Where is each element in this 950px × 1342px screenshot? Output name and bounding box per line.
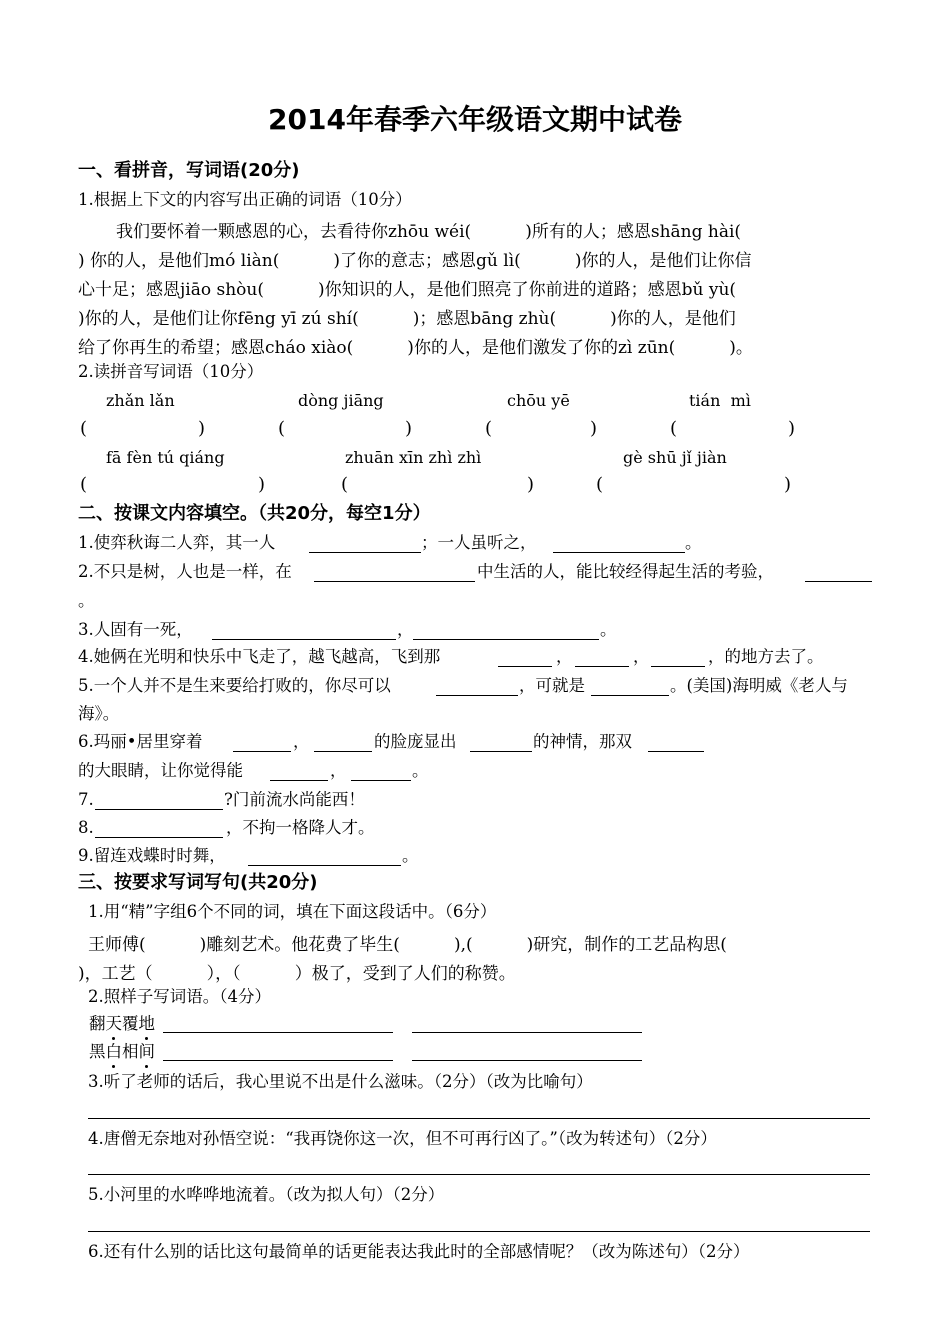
fill-line-5-a: 5.一个人并不是生来要给打败的，你尽可以 bbox=[78, 676, 391, 695]
passage-line-4: )你的人，是他们让你fēng yī zú shí( )；感恩bāng zhù( )你的人，是他们 bbox=[78, 309, 736, 329]
page-title: 2014年春季六年级语文期中试卷 bbox=[268, 103, 682, 136]
fill-line-5-b: ，可就是 bbox=[519, 676, 585, 695]
answer-paren-open: ( bbox=[80, 474, 88, 495]
passage-line-1: 我们要怀着一颗感恩的心，去看待你zhōu wéi( )所有的人；感恩shāng hài( bbox=[116, 222, 742, 242]
fill-line-4-b: ， bbox=[556, 647, 573, 666]
s3-q3: 3.听了老师的话后，我心里说不出是什么滋味。（2分）（改为比喻句） bbox=[88, 1072, 593, 1091]
q2-title: 2.读拼音写词语（10分） bbox=[78, 362, 264, 381]
fill-line-6-g: 。 bbox=[412, 761, 429, 780]
s3-q1: 1.用“精”字组6个不同的词，填在下面这段话中。（6分） bbox=[88, 902, 497, 921]
section-3-heading: 三、按要求写词写句(共20分) bbox=[78, 872, 318, 893]
fill-line-2-a: 2.不只是树，人也是一样，在 bbox=[78, 562, 292, 581]
s3-q2: 2.照样子写词语。（4分） bbox=[88, 987, 271, 1006]
example-char: 相 bbox=[122, 1042, 139, 1061]
fill-line-3-c: 。 bbox=[600, 620, 617, 639]
fill-blank[interactable] bbox=[648, 751, 704, 752]
pinyin-dong-jiang: dòng jiāng bbox=[298, 391, 384, 410]
answer-paren-close: ) bbox=[590, 418, 598, 439]
pinyin-zhuan-xin-zhi-zhi: zhuān xīn zhì zhì bbox=[345, 448, 482, 467]
fill-line-6-b: ， bbox=[293, 732, 310, 751]
fill-line-5-c: 。(美国)海明威《老人与 bbox=[670, 676, 848, 695]
fill-blank[interactable] bbox=[270, 780, 328, 781]
fill-blank[interactable] bbox=[575, 666, 629, 667]
example-char: 黑 bbox=[89, 1042, 106, 1061]
pinyin-ge-shu-ji-jian: gè shū jǐ jiàn bbox=[623, 448, 727, 467]
answer-line[interactable] bbox=[163, 1060, 393, 1061]
fill-line-5-d: 海》。 bbox=[78, 704, 120, 723]
answer-paren-open: ( bbox=[670, 418, 678, 439]
fill-blank[interactable] bbox=[470, 751, 532, 752]
fill-line-3-a: 3.人固有一死， bbox=[78, 620, 193, 639]
fill-blank[interactable] bbox=[314, 581, 475, 582]
answer-paren-open: ( bbox=[80, 418, 88, 439]
fill-line-4-d: ，的地方去了。 bbox=[708, 647, 824, 666]
fill-line-2-c: 。 bbox=[78, 591, 95, 610]
fill-blank[interactable] bbox=[553, 552, 685, 553]
fill-blank[interactable] bbox=[233, 751, 291, 752]
fill-blank[interactable] bbox=[805, 581, 872, 582]
fill-line-1-c: 。 bbox=[685, 533, 702, 552]
fill-blank[interactable] bbox=[95, 809, 223, 810]
answer-line[interactable] bbox=[88, 1174, 870, 1175]
fill-line-1-b: ；一人虽听之， bbox=[421, 533, 537, 552]
answer-paren-open: ( bbox=[596, 474, 604, 495]
answer-paren-open: ( bbox=[485, 418, 493, 439]
fill-line-6-f: ， bbox=[330, 761, 347, 780]
section-2-heading: 二、按课文内容填空。（共20分，每空1分） bbox=[78, 503, 431, 524]
answer-paren-close: ) bbox=[198, 418, 206, 439]
answer-paren-open: ( bbox=[341, 474, 349, 495]
passage-line-5: 给了你再生的希望；感恩cháo xiào( )你的人，是他们激发了你的zì zūn( )。 bbox=[78, 338, 753, 358]
answer-line[interactable] bbox=[88, 1231, 870, 1232]
example-char-dotted: 地 bbox=[138, 1014, 155, 1033]
example-char-dotted: 白 bbox=[105, 1042, 122, 1061]
fill-blank[interactable] bbox=[436, 695, 518, 696]
fill-line-7-a: 7. bbox=[78, 790, 94, 809]
answer-paren-open: ( bbox=[278, 418, 286, 439]
s3-q6: 6.还有什么别的话比这句最简单的话更能表达我此时的全部感情呢？（改为陈述句）（2分） bbox=[88, 1242, 750, 1261]
example-char-dotted: 间 bbox=[138, 1042, 155, 1061]
example-char: 翻 bbox=[89, 1014, 106, 1033]
fill-line-9-a: 9.留连戏蝶时时舞， bbox=[78, 846, 226, 865]
fill-blank[interactable] bbox=[309, 552, 421, 553]
fill-line-6-a: 6.玛丽•居里穿着 bbox=[78, 732, 203, 751]
s3-q5: 5.小河里的水哗哗地流着。（改为拟人句）（2分） bbox=[88, 1185, 445, 1204]
example-char: 覆 bbox=[122, 1014, 139, 1033]
fill-blank[interactable] bbox=[212, 639, 396, 640]
fill-line-8-b: ，不拘一格降人才。 bbox=[226, 818, 375, 837]
answer-paren-close: ) bbox=[527, 474, 535, 495]
q1-title: 1.根据上下文的内容写出正确的词语（10分） bbox=[78, 190, 412, 209]
pinyin-zhan-lan: zhǎn lǎn bbox=[106, 391, 175, 410]
fill-blank[interactable] bbox=[651, 666, 705, 667]
passage-line-2: ) 你的人，是他们mó liàn( )了你的意志；感恩gǔ lì( )你的人，是他们让你信 bbox=[78, 251, 752, 271]
fill-line-8-a: 8. bbox=[78, 818, 94, 837]
passage-line-3: 心十足；感恩jiāo shòu( )你知识的人，是他们照亮了你前进的道路；感恩bǔ yù( bbox=[78, 280, 737, 300]
fill-blank[interactable] bbox=[591, 695, 669, 696]
fill-line-6-c: 的脸庞显出 bbox=[374, 732, 457, 751]
pinyin-tian-mi: tián mì bbox=[689, 391, 751, 410]
answer-line[interactable] bbox=[88, 1118, 870, 1119]
fill-line-7-b: ?门前流水尚能西！ bbox=[224, 790, 365, 809]
fill-line-3-b: ， bbox=[397, 620, 414, 639]
answer-paren-close: ) bbox=[258, 474, 266, 495]
fill-line-1-a: 1.使弈秋诲二人弈，其一人 bbox=[78, 533, 276, 552]
fill-blank[interactable] bbox=[314, 751, 372, 752]
fill-blank[interactable] bbox=[95, 837, 223, 838]
pinyin-fa-fen-tu-qiang: fā fèn tú qiáng bbox=[106, 448, 225, 467]
fill-line-4-c: ， bbox=[633, 647, 650, 666]
example-word-2 bbox=[89, 1041, 155, 1063]
example-word-1 bbox=[89, 1013, 155, 1035]
answer-line[interactable] bbox=[412, 1032, 642, 1033]
fill-line-9-b: 。 bbox=[402, 846, 419, 865]
s3-q4: 4.唐僧无奈地对孙悟空说：“我再饶你这一次，但不可再行凶了。”（改为转述句）（2分） bbox=[88, 1129, 717, 1148]
answer-paren-close: ) bbox=[788, 418, 796, 439]
fill-line-2-b: 中生活的人，能比较经得起生活的考验， bbox=[477, 562, 774, 581]
answer-line[interactable] bbox=[163, 1032, 393, 1033]
fill-blank[interactable] bbox=[248, 865, 401, 866]
example-char-dotted: 天 bbox=[105, 1014, 122, 1033]
answer-paren-close: ) bbox=[405, 418, 413, 439]
section-1-heading: 一、看拼音，写词语(20分) bbox=[78, 160, 300, 181]
fill-blank[interactable] bbox=[351, 780, 411, 781]
fill-blank[interactable] bbox=[413, 639, 599, 640]
fill-line-6-e: 的大眼睛，让你觉得能 bbox=[78, 761, 243, 780]
answer-line[interactable] bbox=[412, 1060, 642, 1061]
fill-blank[interactable] bbox=[498, 666, 552, 667]
pinyin-chou-ye: chōu yē bbox=[507, 391, 570, 410]
fill-line-4-a: 4.她俩在光明和快乐中飞走了，越飞越高，飞到那 bbox=[78, 647, 441, 666]
s3-q1-passage-2: )，工艺（ ），（ ）极了，受到了人们的称赞。 bbox=[78, 964, 516, 984]
fill-line-6-d: 的神情，那双 bbox=[533, 732, 632, 751]
s3-q1-passage-1: 王师傅( )雕刻艺术。他花费了毕生( ),( )研究，制作的工艺品构思( bbox=[88, 935, 727, 955]
answer-paren-close: ) bbox=[784, 474, 792, 495]
